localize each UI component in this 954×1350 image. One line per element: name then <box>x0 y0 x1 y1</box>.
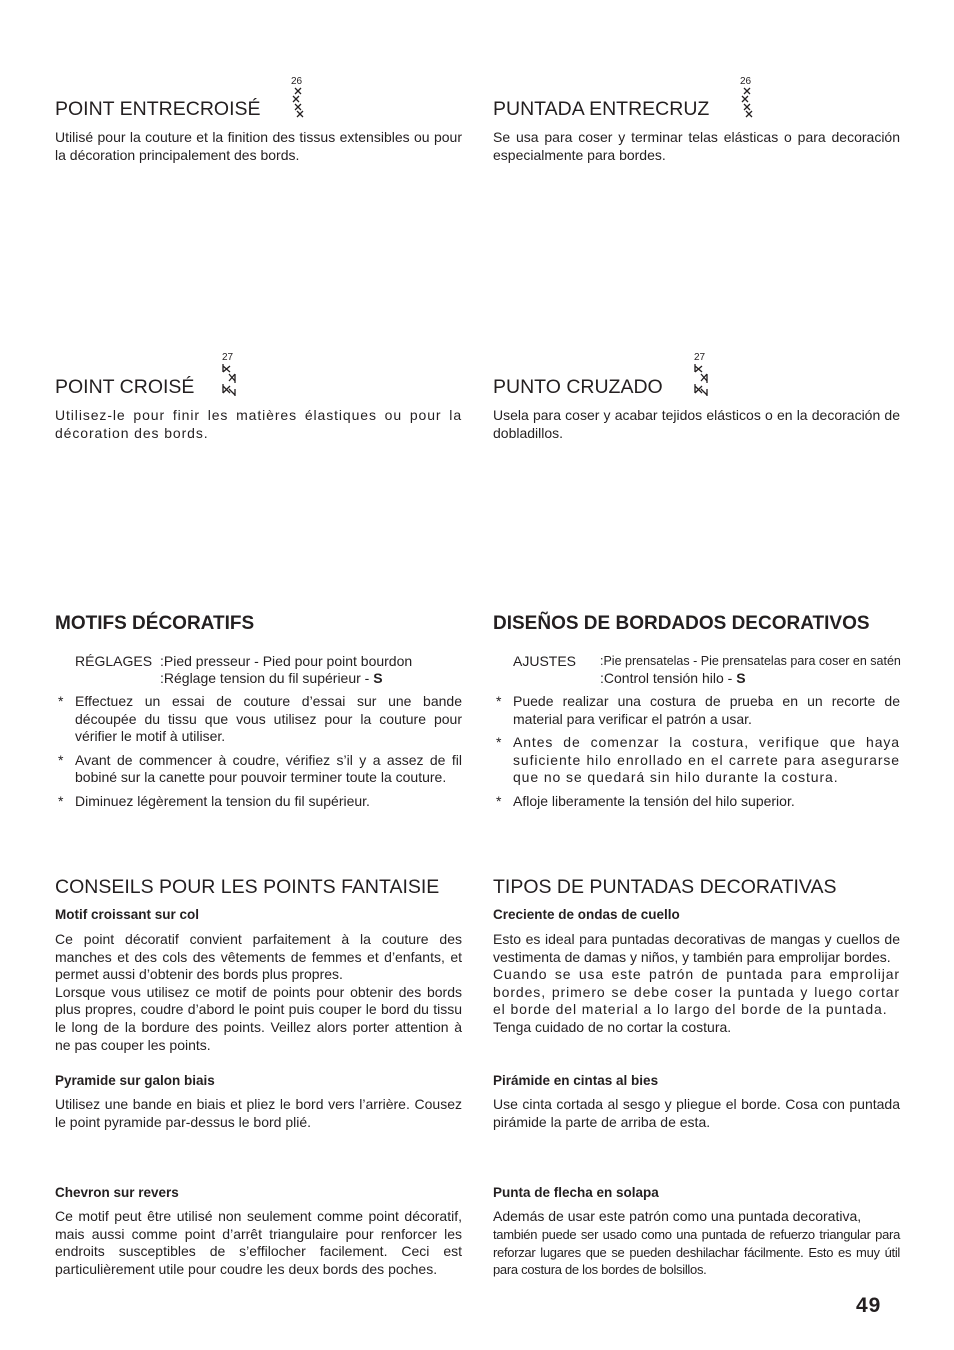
zigzag-cross-stitch-icon <box>221 363 237 397</box>
section-disenos-bordados <box>493 612 900 817</box>
list-item: * Puede realizar una costura de prueba en un recorte de material para verificar el patrón a usar. <box>496 693 900 727</box>
stitch-number: 26 <box>291 76 303 87</box>
settings-block <box>55 653 462 689</box>
subheading: Pyramide sur galon biais <box>55 1073 215 1088</box>
settings-label: RÉGLAGES <box>75 653 153 669</box>
cross-stitch-icon <box>290 87 306 119</box>
paragraph: Use cinta cortada al sesgo y pliegue el borde. Cosa con puntada pirámide la parte de arriba de esta. <box>493 1096 900 1130</box>
paragraph: Tenga cuidado de no cortar la costura. <box>493 1018 732 1035</box>
stitch-number: 26 <box>740 76 752 87</box>
section-title: CONSEILS POUR LES POINTS FANTAISIE <box>55 876 440 898</box>
setting-thread-tension: :Control tensión hilo - S <box>600 670 746 686</box>
settings-block <box>493 653 900 689</box>
list-item: * Avant de commencer à coudre, vérifiez s’il y a assez de fil bobiné sur la canette pour pouvoir terminer toute la couture. <box>58 751 462 786</box>
section-puntada-entrecruz <box>493 97 900 164</box>
paragraph: Utilisez une bande en biais et pliez le bord vers l’arrière. Cousez le point pyramide par-dessus le bord plié. <box>55 1096 462 1130</box>
setting-thread-tension: :Réglage tension du fil supérieur - S <box>160 670 383 686</box>
section-point-croise <box>55 375 462 442</box>
subheading: Chevron sur revers <box>55 1185 179 1200</box>
settings-label: AJUSTES <box>513 653 577 669</box>
section-title: POINT CROISÉ <box>55 376 195 398</box>
paragraph: Además de usar este patrón como una puntada decorativa, <box>493 1208 862 1224</box>
list-item: * Afloje liberamente la tensión del hilo superior. <box>496 792 795 809</box>
section-text: Se usa para coser y terminar telas elásticas o para decoración especialmente para bordes. <box>493 129 900 163</box>
section-title: TIPOS DE PUNTADAS DECORATIVAS <box>493 876 837 898</box>
tips-list <box>55 693 462 811</box>
cross-stitch-icon <box>739 87 755 119</box>
section-title: PUNTADA ENTRECRUZ <box>493 98 710 120</box>
subheading: Motif croissant sur col <box>55 907 200 922</box>
page-number: 49 <box>856 1294 882 1317</box>
section-tipos-puntadas <box>493 875 900 1278</box>
section-title: POINT ENTRECROISÉ <box>55 98 261 120</box>
section-title: DISEÑOS DE BORDADOS DECORATIVOS <box>493 613 870 634</box>
stitch-number: 27 <box>694 352 706 363</box>
section-text: Utilisé pour la couture et la finition des tissus extensibles ou pour la décoration principalement des bords. <box>55 129 462 163</box>
list-item: * Diminuez légèrement la tension du fil supérieur. <box>58 792 370 809</box>
list-item: * Effectuez un essai de couture d’essai sur une bande découpée du tissu que vous utilisez pour la couture pour vérifier le motif à utiliser. <box>58 693 462 745</box>
paragraph: Esto es ideal para puntadas decorativas de mangas y cuellos de vestimenta de damas y niños, y también para emprolijar bordes. <box>493 931 900 965</box>
paragraph: Ce point décoratif convient parfaitement à la couture des manches et des cols des vêtements de femmes et d’enfants, et permet aussi d’obtenir des bords plus propres. <box>55 931 462 983</box>
zigzag-cross-stitch-icon <box>693 363 709 397</box>
subheading: Creciente de ondas de cuello <box>493 907 680 922</box>
section-title: MOTIFS DÉCORATIFS <box>55 613 255 634</box>
paragraph: Lorsque vous utilisez ce motif de points pour obtenir des bords plus propres, coudre d’abord le point puis couper le bord du tissu le long de la bordure des points. Veillez alors porter attention à ne pas couper les points. <box>55 983 462 1053</box>
subheading: Punta de flecha en solapa <box>493 1185 659 1200</box>
section-point-entrecroise <box>55 97 462 164</box>
section-text: Utilisez-le pour finir les matières élastiques ou pour la décoration des bords. <box>55 407 462 441</box>
paragraph: Ce motif peut être utilisé non seulement comme point décoratif, mais aussi comme point d’arrêt triangulaire pour renforcer les endroits susceptibles de s’effilocher facilement. Ceci est particulièrement utile pour coudre les deux bords des poches. <box>55 1208 462 1277</box>
paragraph: Cuando se usa este patrón de puntada para emprolijar bordes, primero se debe coser la puntada y luego cortar el borde del material a lo largo del borde de la puntada. <box>493 966 900 1018</box>
list-item: * Antes de comenzar la costura, verifique que haya suficiente hilo enrollado en el carrete para asegurarse que no se quedará sin hilo durante la costura. <box>496 734 900 786</box>
setting-presser-foot: :Pie prensatelas - Pie prensatelas para coser en satén <box>600 654 901 668</box>
paragraph: también puede ser usado como una puntada de refuerzo triangular para reforzar lugares que se pueden deshilachar fácilmente. Esto es muy útil para costura de los bordes de bolsillos. <box>493 1227 900 1278</box>
section-text: Usela para coser y acabar tejidos elásticos o en la decoración de dobladillos. <box>493 407 900 441</box>
section-motifs-decoratifs <box>55 612 462 817</box>
tips-list <box>493 693 900 811</box>
setting-presser-foot: :Pied presseur - Pied pour point bourdon <box>160 653 413 669</box>
section-title: PUNTO CRUZADO <box>493 376 663 398</box>
subheading: Pirámide en cintas al bies <box>493 1073 659 1088</box>
section-conseils <box>55 875 462 1277</box>
stitch-number: 27 <box>222 352 234 363</box>
